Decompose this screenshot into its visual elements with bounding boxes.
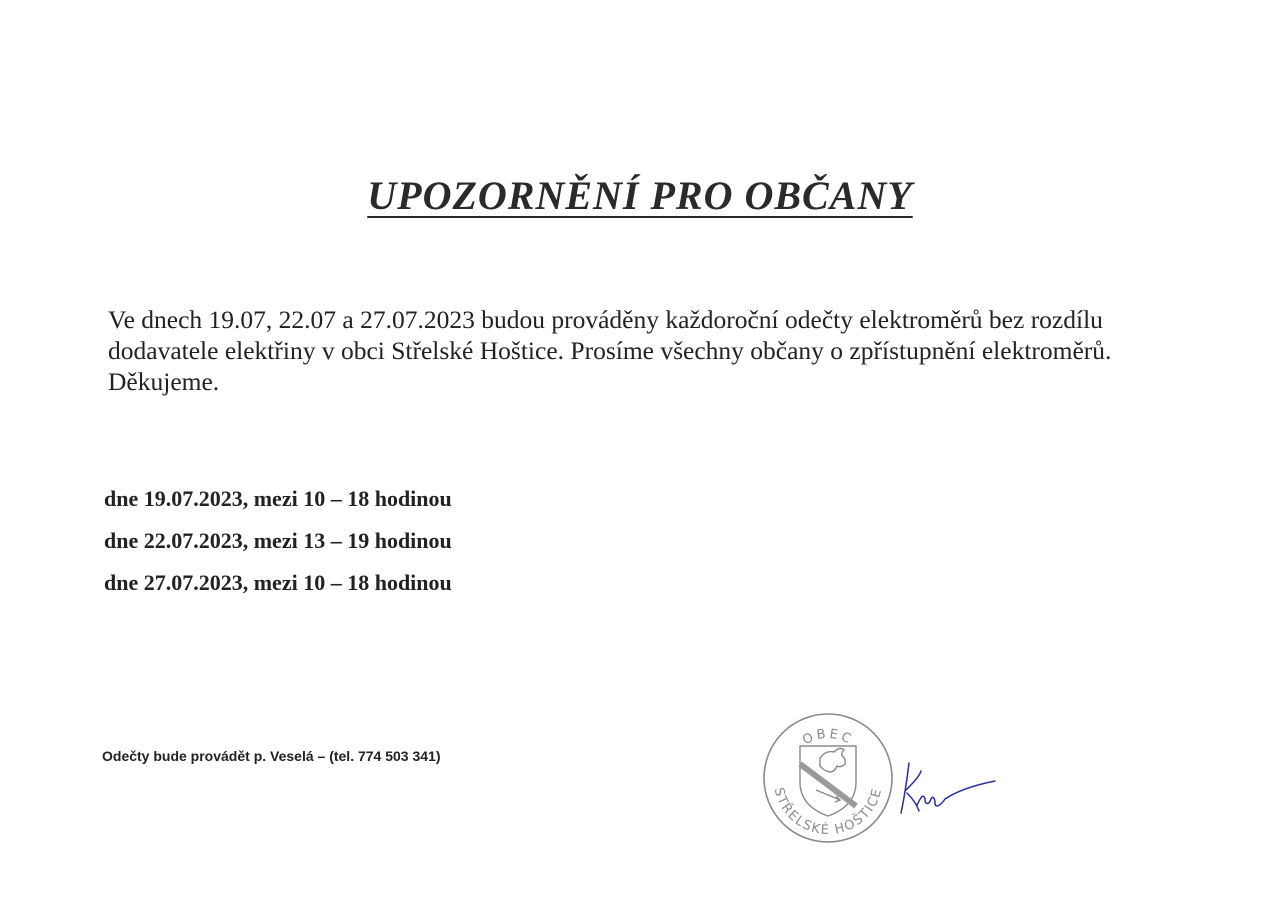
notice-title-text: UPOZORNĚNÍ PRO OBČANY [367,173,913,218]
signature [895,755,1005,825]
stamp-top-text: OBEC [800,726,856,749]
schedule-row: dne 27.07.2023, mezi 10 – 18 hodinou [104,570,452,595]
footer-note: Odečty bude provádět p. Veselá – (tel. 774 503 341) [102,748,441,764]
paragraph-line-1: Ve dnech 19.07, 22.07 a 27.07.2023 budou prováděny každoroční odečty elektroměrů bez rozdílu [108,305,1103,334]
paragraph-line-3: Děkujeme. [108,367,220,396]
schedule-row: dne 22.07.2023, mezi 13 – 19 hodinou [104,528,452,553]
schedule-row: dne 19.07.2023, mezi 10 – 18 hodinou [104,486,452,511]
stamp-bottom-text: STŘELSKÉ HOŠTICE [770,786,886,839]
paragraph-line-2: dodavatele elektřiny v obci Střelské Hoštice. Prosíme všechny občany o zpřístupnění elektroměrů. [108,336,1112,365]
notice-title [0,172,1280,219]
notice-paragraph [108,304,1198,397]
coat-of-arms-icon [800,746,856,816]
reading-schedule [104,484,452,610]
municipal-stamp [758,708,898,848]
